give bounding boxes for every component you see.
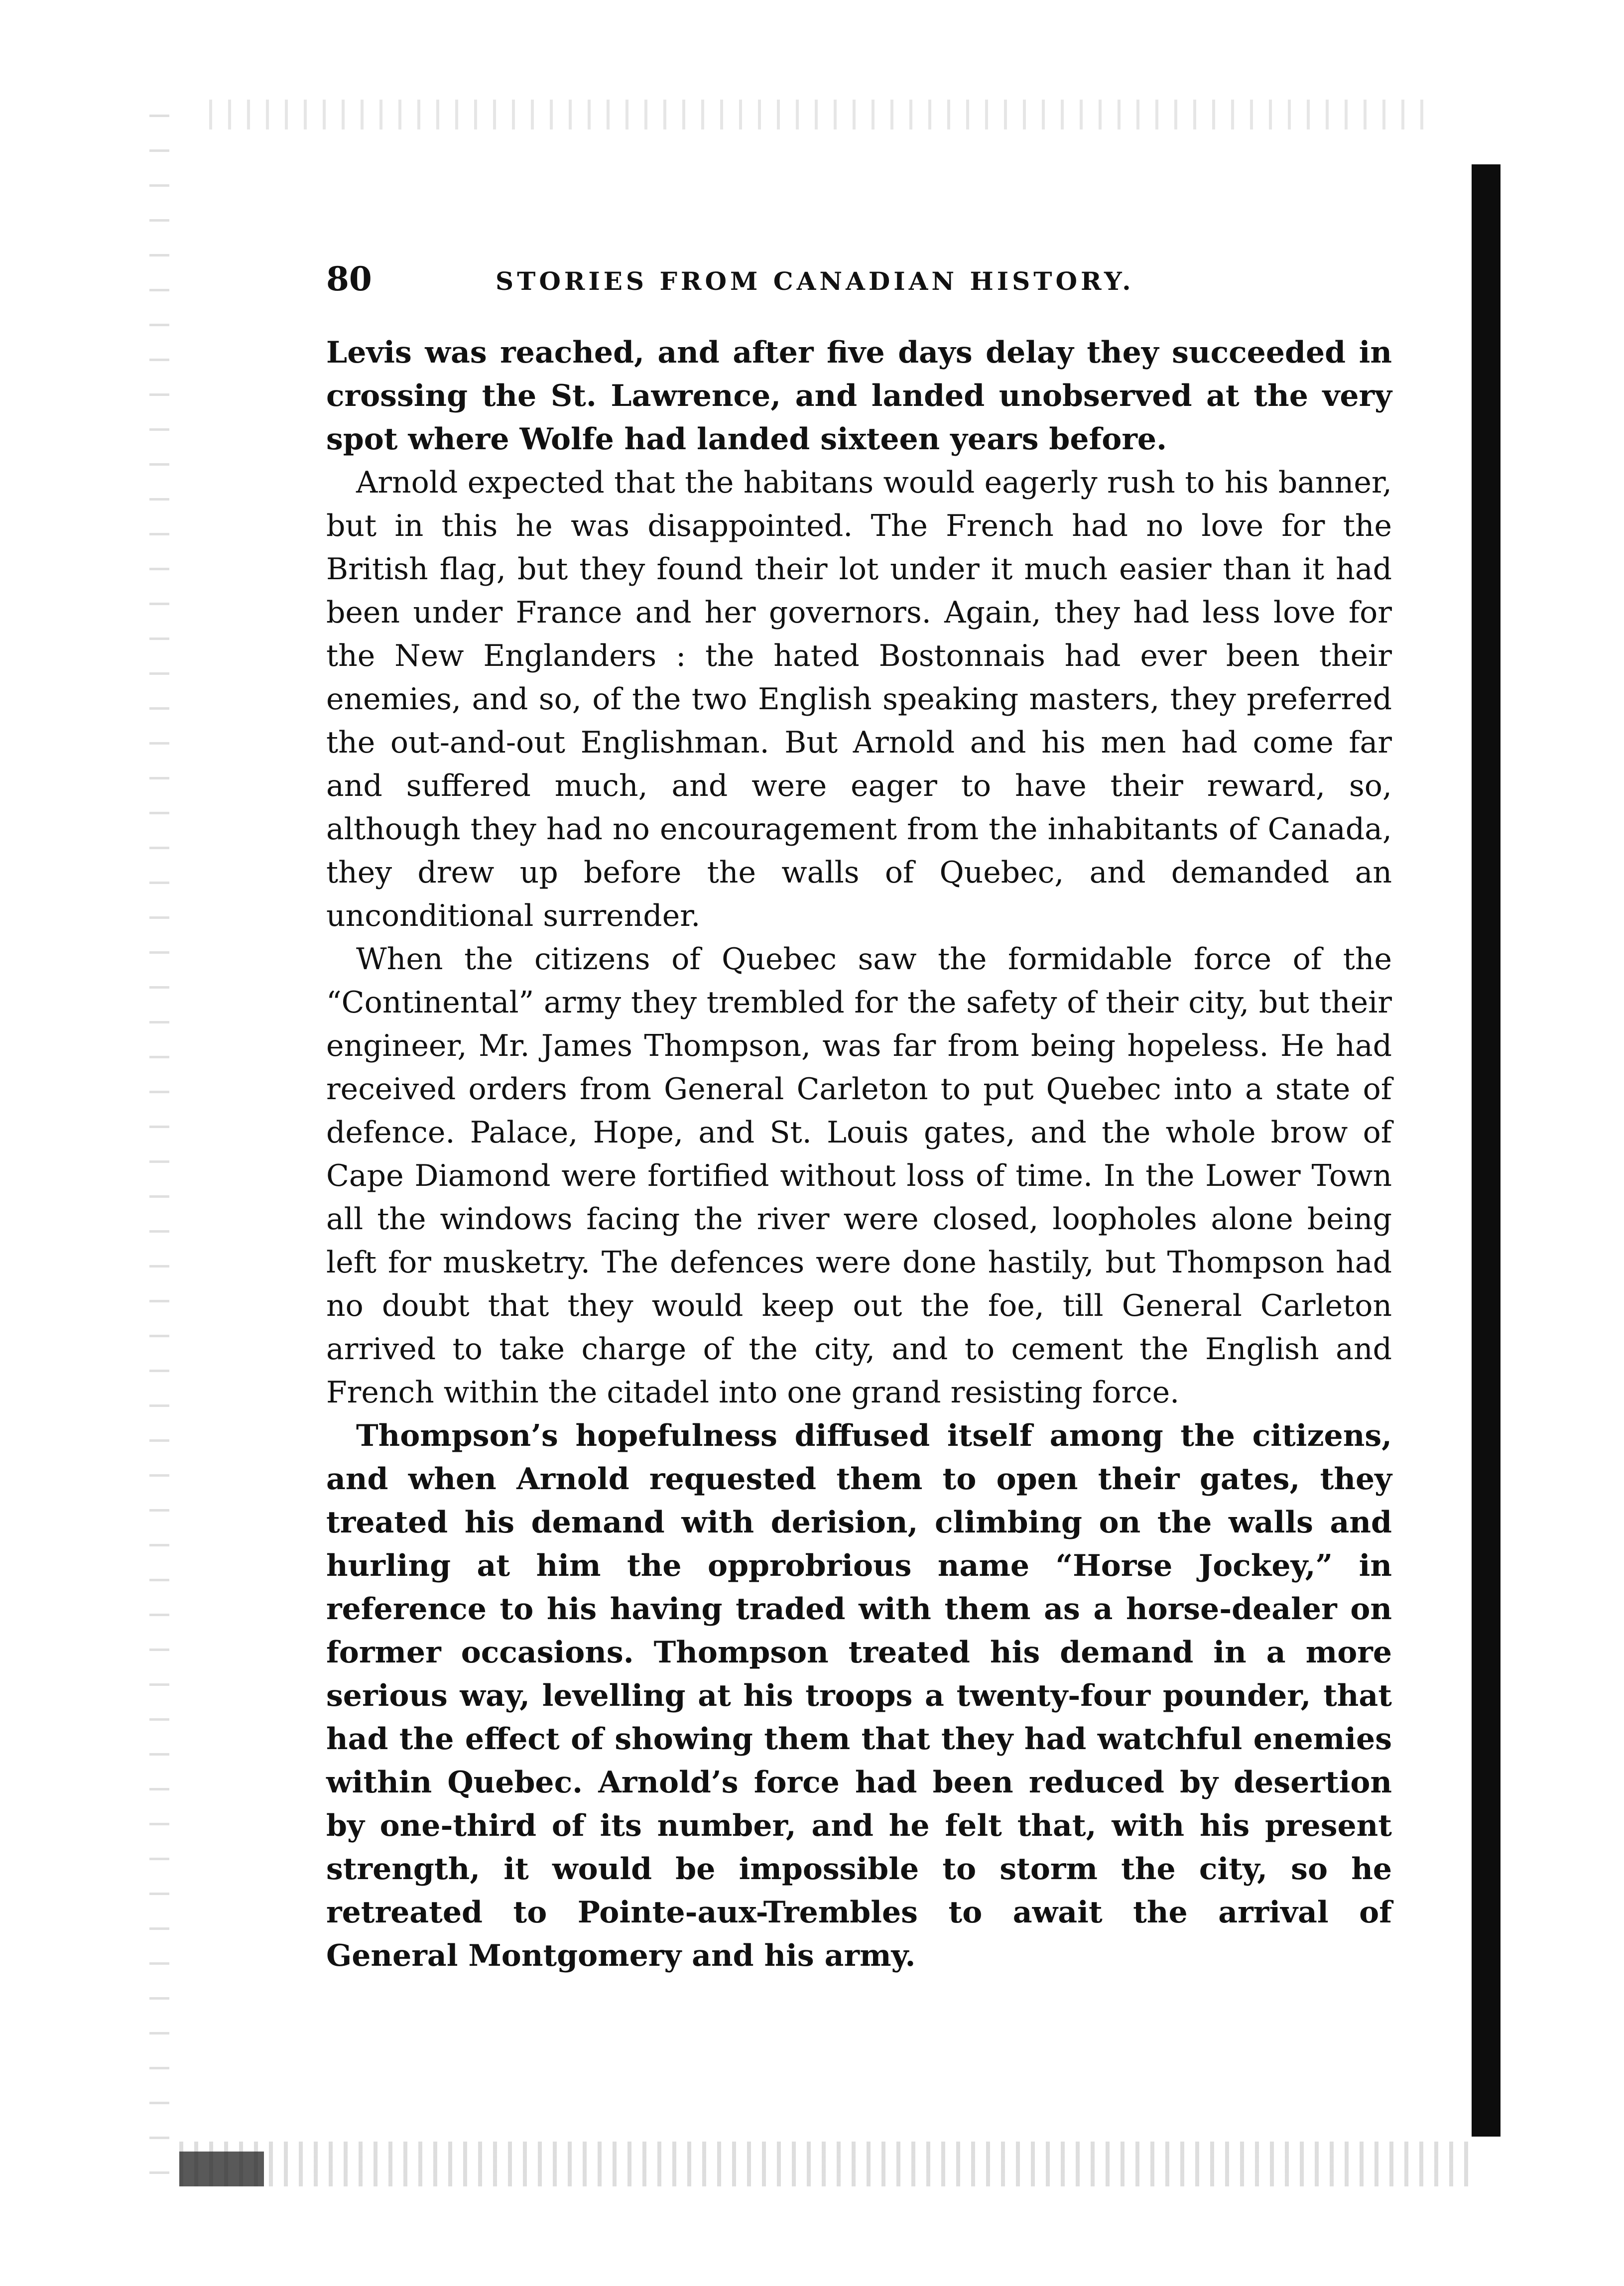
scan-noise-top xyxy=(209,100,1429,129)
paragraph-2: Arnold expected that the habitans would eagerly rush to his banner, but in this he was disappointed. The French had no love for the British flag, but they found their lot under it much easier than it had been under France and her governors. Again, they had less love for the New Englanders : the hated Bostonnais had ever been their enemies, and so, of the two English speaking masters, they preferred the out-and-out Englishman. But Arnold and his men had come far and suffered much, and were eager to have their reward, so, although they had no encouragement from the inhabitants of Canada, they drew up before the walls of Quebec, and demanded an unconditional surrender. xyxy=(326,465,1392,933)
running-title: STORIES FROM CANADIAN HISTORY. xyxy=(496,266,1134,296)
paragraph-4: Thompson’s hopefulness diffused itself among the citizens, and when Arnold requested them to open their gates, they treated his demand with derision, climbing on the walls and hurling at him the opprobrious name “Horse Jockey,” in reference to his having traded with them as a horse-dealer on former occasions. Thompson treated his demand in a more serious way, levelling at his troops a twenty-four pounder, that had the effect of showing them that they had watchful enemies within Quebec. Arnold’s force had been reduced by desertion by one-third of its number, and he felt that, with his present strength, it would be impossible to storm the city, so he retreated to Pointe-aux-Trembles to await the arrival of General Montgomery and his army. xyxy=(326,1418,1392,1973)
page-number: 80 xyxy=(326,259,372,298)
body-text xyxy=(326,331,1392,1978)
scan-corner-mark xyxy=(179,2152,264,2186)
paragraph-3: When the citizens of Quebec saw the formidable force of the “Continental” army they trembled for the safety of their city, but their engineer, Mr. James Thompson, was far from being hopeless. He had received orders from General Carleton to put Quebec into a state of defence. Palace, Hope, and St. Louis gates, and the whole brow of Cape Diamond were fortified without loss of time. In the Lower Town all the windows facing the river were closed, loopholes alone being left for musketry. The defences were done hastily, but Thompson had no doubt that they would keep out the foe, till General Carleton arrived to take charge of the city, and to cement the English and French within the citadel into one grand resisting force. xyxy=(326,942,1392,1410)
binding-shadow xyxy=(1472,164,1500,2137)
paragraph-1: Levis was reached, and after five days delay they succeeded in crossing the St. Lawrence, and landed unobserved at the very spot where Wolfe had landed sixteen years before. xyxy=(326,335,1392,457)
scan-noise-left-edge xyxy=(149,115,169,2181)
scan-noise-bottom xyxy=(179,2142,1474,2186)
page-header xyxy=(326,256,1417,301)
